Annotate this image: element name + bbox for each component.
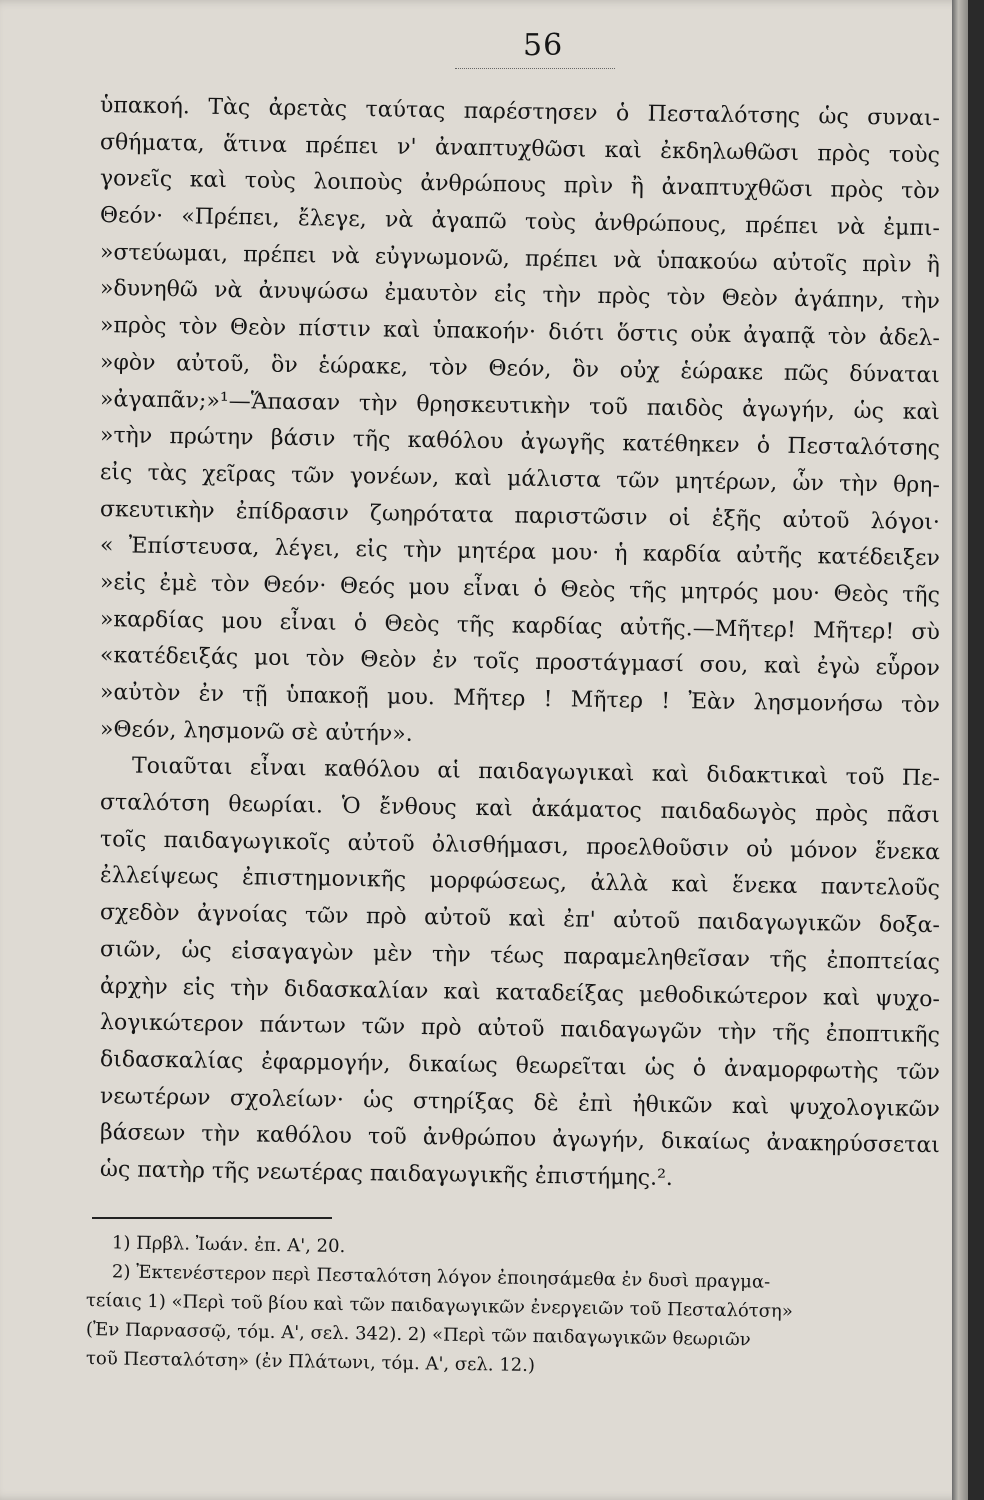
body-line: »τὴν πρώτην βάσιν τῆς καθόλου ἀγωγῆς κατέθηκεν ὁ Πεσταλότσης [99, 423, 941, 462]
body-line: Τοιαῦται εἶναι καθόλου αἱ παιδαγωγικαὶ καὶ διδακτικαὶ τοῦ Πε- [131, 753, 941, 792]
body-line: ἀρχὴν εἰς τὴν διδασκαλίαν καὶ καταδείξας μεθοδικώτερον καὶ ψυχο- [99, 973, 941, 1012]
body-text [100, 88, 940, 1189]
body-line: »πρὸς τὸν Θεὸν πίστιν καὶ ὑπακοήν· διότι ὅστις οὐκ ἀγαπᾷ τὸν ἀδελ- [99, 313, 941, 352]
body-line: σχεδὸν ἀγνοίας τῶν πρὸ αὐτοῦ καὶ ἐπ' αὐτοῦ παιδαγωγικῶν δοξα- [99, 900, 941, 939]
body-line: « Ἐπίστευσα, λέγει, εἰς τὴν μητέρα μου· ἡ καρδία αὐτῆς κατέδειξεν [99, 533, 941, 572]
body-line: διδασκαλίας ἐφαρμογήν, δικαίως θεωρεῖται ὡς ὁ ἀναμορφωτὴς τῶν [99, 1046, 941, 1086]
body-line: σθήματα, ἅτινα πρέπει ν' ἀναπτυχθῶσι καὶ ἐκδηλωθῶσι πρὸς τοὺς [99, 129, 941, 168]
body-line: »εἰς ἐμὲ τὸν Θεόν· Θεός μου εἶναι ὁ Θεὸς τῆς μητρός μου· Θεὸς τῆς [99, 569, 941, 609]
body-line: σταλότση θεωρίαι. Ὁ ἔνθους καὶ ἀκάματος παιδαδωγὸς πρὸς πᾶσι [99, 790, 941, 829]
body-line: »στεύωμαι, πρέπει νὰ εὐγνωμονῶ, πρέπει νὰ ὑπακούω αὐτοῖς πρὶν ἢ [99, 239, 941, 278]
body-line: »φὸν αὐτοῦ, ὃν ἑώρακε, τὸν Θεόν, ὃν οὐχ ἑώρακε πῶς δύναται [99, 349, 941, 389]
page-number: 56 [523, 28, 564, 63]
body-line: τοῖς παιδαγωγικοῖς αὐτοῦ ὀλισθήμασι, προελθοῦσιν οὐ μόνον ἕνεκα [99, 826, 941, 865]
body-line: ἐλλείψεως ἐπιστημονικῆς μορφώσεως, ἀλλὰ καὶ ἕνεκα παντελοῦς [99, 863, 941, 902]
body-line: ὑπακοή. Τὰς ἀρετὰς ταύτας παρέστησεν ὁ Πεσταλότσης ὡς συναι- [99, 93, 941, 132]
body-line: ὡς πατὴρ τῆς νεωτέρας παιδαγωγικῆς ἐπιστήμης.². [99, 1156, 674, 1191]
footnote-rule [92, 1217, 332, 1219]
page-number-rule [455, 68, 615, 69]
footnote-line: 2) Ἐκτενέστερον περὶ Πεσταλότση λόγον ἐποιησάμεθα ἐν δυσὶ πραγμα- [111, 1261, 771, 1293]
footnote-line: τοῦ Πεσταλότση» (ἐν Πλάτωνι, τόμ. Α', σελ. 12.) [85, 1348, 536, 1377]
body-line: λογικώτερον πάντων τῶν πρὸ αὐτοῦ παιδαγωγῶν τὴν τῆς ἐποπτικῆς [99, 1010, 941, 1049]
body-line: »αὐτὸν ἐν τῇ ὑπακοῇ μου. Μῆτερ ! Μῆτερ ! Ἐὰν λησμονήσω τὸν [99, 680, 941, 719]
body-line: »Θεόν, λησμονῶ σὲ αὐτήν». [99, 716, 413, 747]
body-line: εἰς τὰς χεῖρας τῶν γονέων, καὶ μάλιστα τῶν μητέρων, ὧν τὴν θρη- [99, 459, 941, 499]
body-line: γονεῖς καὶ τοὺς λοιποὺς ἀνθρώπους πρὶν ἢ ἀναπτυχθῶσι πρὸς τὸν [99, 166, 941, 205]
footnote-line: τείαις 1) «Περὶ τοῦ βίου καὶ τῶν παιδαγωγικῶν ἐνεργειῶν τοῦ Πεσταλότση» [85, 1290, 793, 1323]
footnote-line: (Ἐν Παρνασσῷ, τόμ. Α', σελ. 342). 2) «Περὶ τῶν παιδαγωγικῶν θεωριῶν [85, 1319, 751, 1351]
page-edge [952, 0, 968, 1500]
body-line: βάσεων τὴν καθόλου τοῦ ἀνθρώπου ἀγωγήν, δικαίως ἀνακηρύσσεται [99, 1120, 941, 1159]
body-line: »ἀγαπᾶν;»¹—Ἅπασαν τὴν θρησκευτικὴν τοῦ παιδὸς ἀγωγήν, ὡς καὶ [99, 386, 941, 425]
footnotes [85, 1228, 906, 1377]
footnote-line: 1) Πρβλ. Ἰωάν. ἐπ. Α', 20. [111, 1232, 346, 1258]
body-line: Θεόν· «Πρέπει, ἔλεγε, νὰ ἀγαπῶ τοὺς ἀνθρώπους, πρέπει νὰ ἐμπι- [99, 203, 941, 242]
body-line: σκευτικὴν ἐπίδρασιν ζωηρότατα παριστῶσιν οἱ ἑξῆς αὐτοῦ λόγοι· [99, 496, 941, 535]
body-line: «κατέδειξάς μοι τὸν Θεὸν ἐν τοῖς προστάγμασί σου, καὶ ἐγὼ εὗρον [99, 643, 941, 682]
body-line: »δυνηθῶ νὰ ἀνυψώσω ἐμαυτὸν εἰς τὴν πρὸς τὸν Θεὸν ἀγάπην, τὴν [99, 276, 941, 315]
body-line: σιῶν, ὡς εἰσαγαγὼν μὲν τὴν τέως παραμεληθεῖσαν τῆς ἐποπτείας [99, 936, 941, 976]
body-line: »καρδίας μου εἶναι ὁ Θεὸς τῆς καρδίας αὐτῆς.—Μῆτερ! Μῆτερ! σὺ [99, 606, 941, 645]
body-line: νεωτέρων σχολείων· ὡς στηρίξας δὲ ἐπὶ ἠθικῶν καὶ ψυχολογικῶν [99, 1083, 941, 1122]
